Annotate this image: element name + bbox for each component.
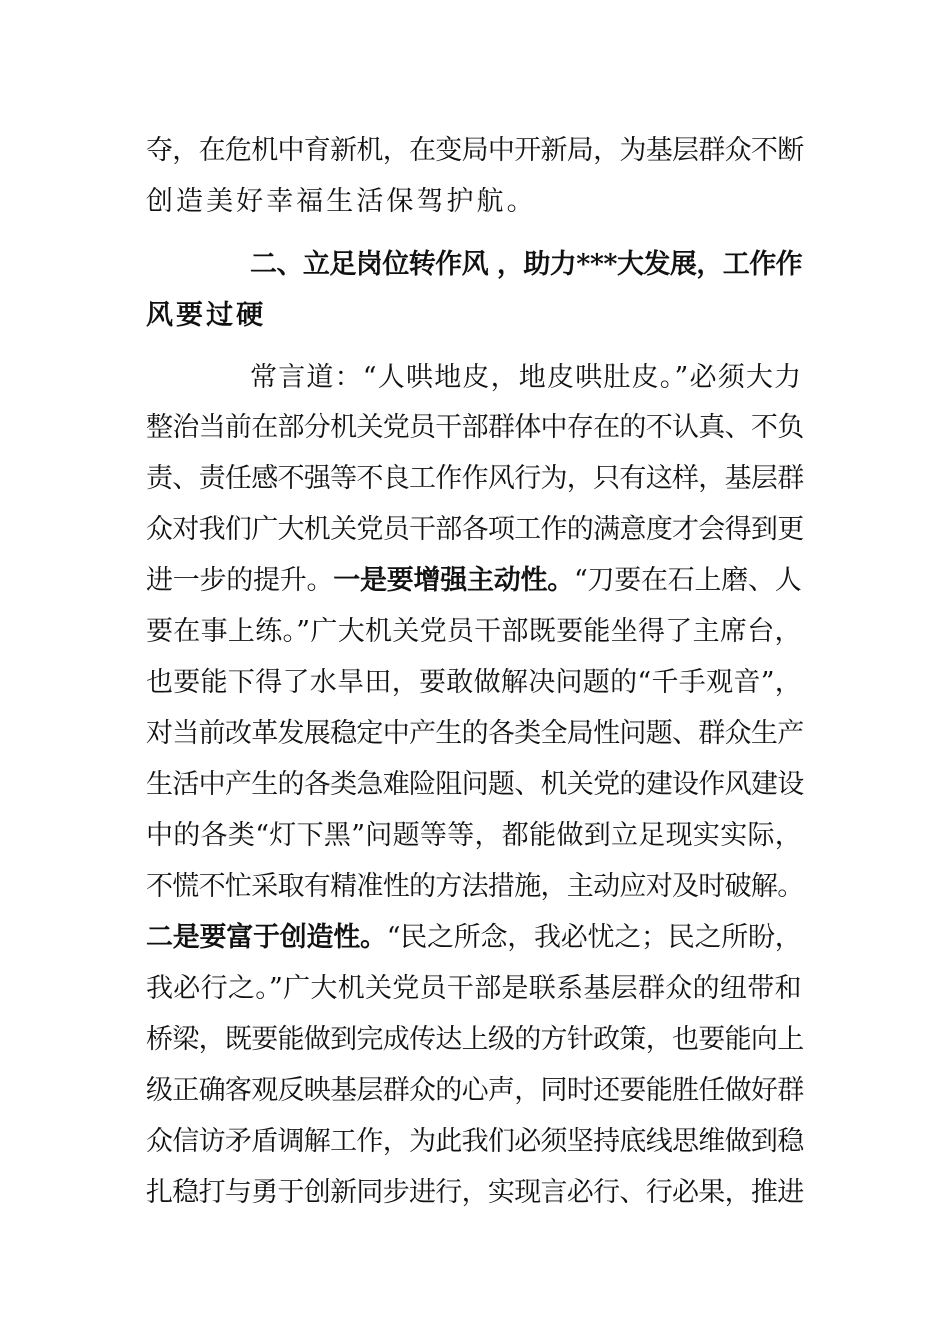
paragraph-line: 也要能下得了水旱田，要敢做解决问题的“千手观音”， — [146, 667, 803, 698]
paragraph-line: 我必行之。”广大机关党员干部是联系基层群众的纽带和 — [146, 973, 802, 1004]
paragraph-line — [146, 918, 806, 958]
section-heading-line: 风要过硬 — [146, 300, 267, 331]
bold-lead-phrase: 二是要富于创造性。 — [146, 922, 387, 953]
paragraph-line: 级正确客观反映基层群众的心声，同时还要能胜任做好群 — [146, 1075, 804, 1106]
paragraph-line: 创造美好幸福生活保驾护航。 — [146, 186, 537, 217]
paragraph-line: 对当前改革发展稳定中产生的各类全局性问题、群众生产 — [146, 718, 804, 749]
paragraph-line: 中的各类“灯下黑”问题等等，都能做到立足现实实际， — [146, 820, 803, 851]
paragraph-line — [146, 561, 806, 601]
paragraph-line: 众对我们广大机关党员干部各项工作的满意度才会得到更 — [146, 514, 804, 545]
paragraph-line: 不慌不忙采取有精准性的方法措施，主动应对及时破解。 — [146, 871, 804, 902]
paragraph-line: 众信访矛盾调解工作，为此我们必须坚持底线思维做到稳 — [146, 1126, 804, 1157]
bold-lead-phrase: 一是要增强主动性。 — [333, 565, 574, 596]
paragraph-line: 责、责任感不强等不良工作作风行为，只有这样，基层群 — [146, 463, 804, 494]
paragraph-line: 夺，在危机中育新机，在变局中开新局，为基层群众不断 — [146, 135, 804, 166]
paragraph-line: 扎稳打与勇于创新同步进行，实现言必行、行必果，推进 — [146, 1177, 804, 1208]
paragraph-text: “刀要在石上磨、人 — [574, 565, 802, 596]
paragraph-line: 常言道：“人哄地皮，地皮哄肚皮。”必须大力 — [250, 362, 803, 393]
paragraph-text: “民之所念，我必忧之；民之所盼， — [386, 922, 802, 953]
paragraph-text: 进一步的提升。 — [146, 565, 334, 596]
paragraph-line: 要在事上练。”广大机关党员干部既要能坐得了主席台， — [146, 616, 802, 647]
section-heading-line: 二、立足岗位转作风 ，助力***大发展，工作作 — [250, 249, 803, 280]
paragraph-line: 生活中产生的各类急难险阻问题、机关党的建设作风建设 — [146, 769, 804, 800]
paragraph-line: 桥梁，既要能做到完成传达上级的方针政策，也要能向上 — [146, 1024, 804, 1055]
paragraph-line: 整治当前在部分机关党员干部群体中存在的不认真、不负 — [146, 412, 804, 443]
